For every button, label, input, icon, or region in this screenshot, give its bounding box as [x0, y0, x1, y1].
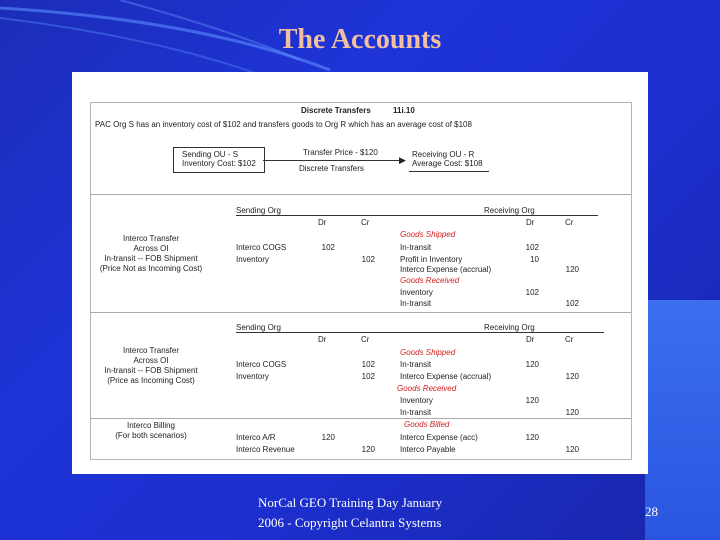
s2-recv2-cr: 120 — [565, 408, 579, 417]
s3-recv-account: Interco Payable — [400, 445, 456, 454]
s3-send-dr: 120 — [321, 433, 335, 442]
s2-send-account: Inventory — [236, 372, 269, 381]
s1-send-dr-header: Dr — [318, 218, 327, 227]
s1-send-cr-header: Cr — [361, 218, 370, 227]
receiving-ou-cost: Average Cost: $108 — [412, 159, 483, 168]
s2-recv2-account: Inventory — [400, 396, 433, 405]
s1-send-account: Inventory — [236, 255, 269, 264]
s2-label: (Price as Incoming Cost) — [107, 376, 195, 385]
s1-receiving-org: Receiving Org — [484, 206, 535, 215]
s1-recv-dr: 102 — [525, 243, 539, 252]
doc-header-title: Discrete Transfers — [301, 106, 371, 115]
divider — [91, 312, 631, 313]
s2-recv-cr-header: Cr — [565, 335, 574, 344]
slide-footer — [258, 493, 442, 533]
s2-recv-dr: 120 — [525, 360, 539, 369]
transfer-price: Transfer Price - $120 — [303, 148, 378, 157]
transfer-arrow — [263, 160, 403, 161]
s1-send-cr: 102 — [361, 255, 375, 264]
divider — [91, 418, 631, 419]
s2-send-cr: 102 — [361, 372, 375, 381]
s2-goods-received: Goods Received — [397, 384, 457, 393]
s1-recv2-cr: 102 — [565, 299, 579, 308]
s2-org-underline — [236, 332, 604, 333]
s3-label: (For both scenarios) — [115, 431, 187, 440]
s1-recv-dr-header: Dr — [526, 218, 535, 227]
s2-send-cr: 102 — [361, 360, 375, 369]
s3-send-cr: 120 — [361, 445, 375, 454]
receiving-ou-label: Receiving OU - R — [412, 150, 475, 159]
s1-recv2-account: In-transit — [400, 299, 432, 308]
s1-recv-account: In-transit — [400, 243, 432, 252]
divider — [91, 194, 631, 195]
s2-send-dr-header: Dr — [318, 335, 327, 344]
s2-recv2-account: In-transit — [400, 408, 432, 417]
s2-label: In-transit -- FOB Shipment — [104, 366, 198, 375]
s1-sending-org: Sending Org — [236, 206, 281, 215]
discrete-transfers-label: Discrete Transfers — [299, 164, 364, 173]
s1-send-account: Interco COGS — [236, 243, 287, 252]
doc-header-id: 11i.10 — [393, 106, 415, 115]
s2-sending-org: Sending Org — [236, 323, 281, 332]
s1-goods-shipped: Goods Shipped — [400, 230, 456, 239]
s2-label: Interco Transfer — [122, 346, 180, 355]
s2-recv-account: Interco Expense (accrual) — [400, 372, 492, 381]
s1-send-dr: 102 — [321, 243, 335, 252]
s3-recv-cr: 120 — [565, 445, 579, 454]
s3-goods-billed: Goods Billed — [404, 420, 450, 429]
s2-label: Across OI — [133, 356, 169, 365]
s2-send-cr-header: Cr — [361, 335, 370, 344]
s1-label: Interco Transfer — [122, 234, 180, 243]
s1-recv2-dr: 102 — [525, 288, 539, 297]
s2-goods-shipped: Goods Shipped — [400, 348, 456, 357]
s1-recv-account: Profit in Inventory — [400, 255, 463, 264]
s1-recv-cr-header: Cr — [565, 218, 574, 227]
s1-label: Across OI — [133, 244, 169, 253]
s1-recv2-account: Inventory — [400, 288, 433, 297]
accounts-document — [90, 102, 632, 460]
s2-recv-cr: 120 — [565, 372, 579, 381]
s3-send-account: Interco A/R — [236, 433, 276, 442]
s3-recv-dr: 120 — [525, 433, 539, 442]
page-number: 28 — [645, 504, 658, 519]
accounts-table-image — [72, 72, 648, 474]
s1-goods-received: Goods Received — [400, 276, 460, 285]
s1-recv-account: Interco Expense (accrual) — [400, 265, 492, 274]
s3-recv-account: Interco Expense (acc) — [400, 433, 478, 442]
s1-label: In-transit -- FOB Shipment — [104, 254, 198, 263]
s2-receiving-org: Receiving Org — [484, 323, 535, 332]
sending-ou-label: Sending OU - S — [182, 150, 239, 159]
s3-send-account: Interco Revenue — [236, 445, 295, 454]
s2-recv-dr-header: Dr — [526, 335, 535, 344]
s2-recv2-dr: 120 — [525, 396, 539, 405]
s1-label: (Price Not as Incoming Cost) — [99, 264, 203, 273]
slide-title: The Accounts — [278, 24, 442, 55]
arrow-head-icon: ▶ — [399, 155, 406, 165]
s1-org-underline — [236, 215, 598, 216]
s1-recv-cr: 120 — [565, 265, 579, 274]
footer-line: 2006 - Copyright Celantra Systems — [258, 515, 442, 530]
s2-send-account: Interco COGS — [236, 360, 287, 369]
s1-recv-dr: 10 — [530, 255, 539, 264]
receiving-underline — [409, 171, 489, 172]
sending-ou-cost: Inventory Cost: $102 — [182, 159, 256, 168]
s2-recv-account: In-transit — [400, 360, 432, 369]
doc-intro: PAC Org S has an inventory cost of $102 and transfers goods to Org R which has an average cost of $108 — [95, 120, 472, 129]
s3-label: Interco Billing — [126, 421, 176, 430]
footer-line: NorCal GEO Training Day January — [258, 495, 443, 510]
